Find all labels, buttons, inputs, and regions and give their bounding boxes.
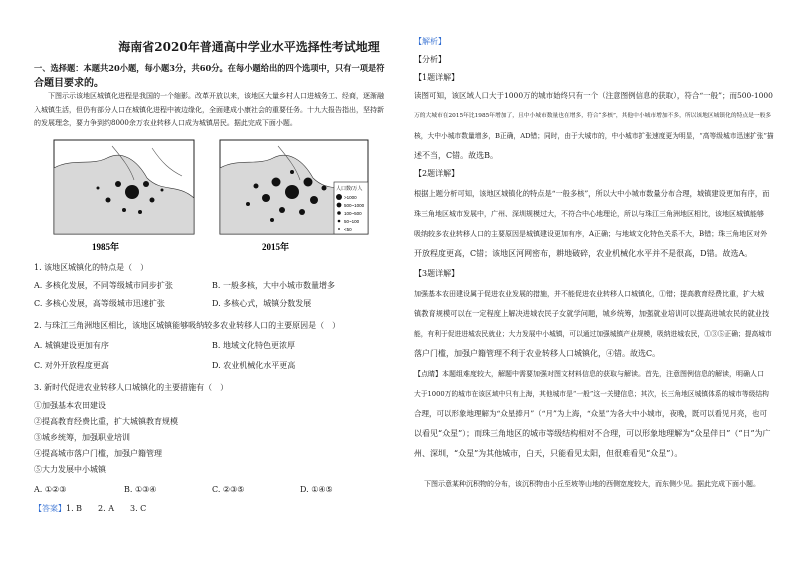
q3-option-b[interactable]: B. ①③④ bbox=[124, 485, 157, 494]
exam-title: 海南省2020年普通高中学业水平选择性考试地理 bbox=[118, 40, 380, 54]
q1-option-d[interactable]: D. 多核心式，城镇分数发展 bbox=[212, 299, 312, 308]
analysis-line: 万的大城市在2015年比1985年增加了，且中小城市数量也在增多，符合“多核”，其他中小城市增加不多，所以该地区城镇化的特点是一般多 bbox=[414, 113, 772, 119]
q3-item-3: ③城乡统筹，加强职业培训 bbox=[34, 433, 130, 442]
analysis-line: 大于1000万的城市在该区域中只有上海，其他城市是“一般”这一关键信息；其次，长三角地区城镇体系的城市等级结构 bbox=[414, 390, 769, 398]
map-1985-label: 1985年 bbox=[92, 242, 120, 252]
analysis-line: 根据上题分析可知，该地区城镇化的特点是“一般多核”，所以大中小城市数量分布合理，城镇建设更加有序，而 bbox=[414, 189, 770, 198]
intro-line-3: 的发展理念，要力争到约8000余万农业转移人口成为城镇居民。据此完成下面小题。 bbox=[34, 119, 297, 127]
question-2-stem: 2. 与珠江三角洲地区相比，该地区城镇能够吸纳较多农业转移人口的主要原因是（ ） bbox=[34, 321, 341, 330]
analysis-line: 读图可知，该区域人口大于1000万的城市始终只有一个（注意图例信息的获取），符合“一般”；而500-1000 bbox=[414, 91, 773, 100]
legend-item: 500~1000 bbox=[344, 203, 365, 208]
q2-option-d[interactable]: D. 农业机械化水平更高 bbox=[212, 361, 296, 370]
legend-title: 人口数/万人 bbox=[336, 186, 363, 192]
intro-paragraph bbox=[34, 90, 390, 131]
legend-item: >1000 bbox=[344, 195, 357, 200]
q3-item-4: ④提高城市落户门槛，加强户籍管理 bbox=[34, 449, 162, 458]
analysis-line: 落户门槛，加强户籍管理不利于农业转移人口城镇化，④错。故选C。 bbox=[414, 349, 661, 358]
q1-option-a[interactable]: A. 多核化发展，不同等级城市同步扩张 bbox=[34, 281, 173, 290]
analysis-line: 下图示意某种沉积物的分布，该沉积物由小丘至坡等山地的西侧宽度较大，而东侧少见。据此完成下面小题。 bbox=[424, 480, 760, 488]
left-column bbox=[34, 0, 390, 566]
analysis-line: 开放程度更高，C错；该地区河网密布，耕地破碎，农业机械化水平并不是很高，D错。故选A。 bbox=[414, 249, 753, 258]
legend-item: <50 bbox=[344, 227, 352, 232]
q3-item-2: ②提高教育经费比重，扩大城镇教育规模 bbox=[34, 417, 178, 426]
section-line-2: 合题目要求的。 bbox=[34, 78, 104, 89]
urbanization-maps bbox=[52, 138, 370, 254]
question-1-stem: 1. 该地区城镇化的特点是（ ） bbox=[34, 263, 149, 272]
map-2015-label: 2015年 bbox=[262, 242, 290, 252]
analysis-line: 【分析】 bbox=[414, 55, 446, 64]
analysis-line: 【解析】 bbox=[414, 37, 446, 46]
analysis-line: 【3题详解】 bbox=[414, 269, 460, 278]
analysis-line: 合理，可以形象地理解为“众星捧月”（“月”为上海，“众星”为各大中小城市，夜晚，既可以看见月亮，也可 bbox=[414, 409, 768, 418]
intro-line-2: 入城镇生活，但仍有部分人口在城镇化进程中被边缘化，全面建成小康社会的重要任务。十九大报告指出，坚持新 bbox=[34, 105, 384, 114]
answer-tag: 【答案】 bbox=[34, 504, 66, 513]
analysis-line: 【1题详解】 bbox=[414, 73, 460, 82]
q3-option-c[interactable]: C. ②③⑤ bbox=[212, 485, 245, 494]
section-heading bbox=[34, 60, 390, 92]
q2-option-c[interactable]: C. 对外开放程度更高 bbox=[34, 361, 109, 370]
analysis-line: 珠三角地区城市发展中，广州、深圳规模过大，不符合中心地理论，所以与珠江三角洲地区相比，该地区城镇能够 bbox=[414, 210, 764, 218]
q3-item-1: ①加强基本农田建设 bbox=[34, 401, 106, 410]
answer-text: 1. B 2. A 3. C bbox=[66, 504, 147, 513]
map-2015-city-large bbox=[285, 185, 299, 199]
q2-option-b[interactable]: B. 地域文化特色更浓厚 bbox=[212, 341, 295, 350]
analysis-line: 镇教育规模可以在一定程度上解决进城农民子女就学问题，城乡统筹，加强就业培训可以提高进城农民的就业技 bbox=[414, 309, 770, 318]
question-3-stem: 3. 新时代促进农业转移人口城镇化的主要措施有（ ） bbox=[34, 383, 229, 392]
analysis-line: 州、深圳，“众星”为其他城市，白天，只能看见太阳，但很难看见“众星”）。 bbox=[414, 449, 683, 458]
section-line-1: 一、选择题：本题共20小题，每小题3分，共60分。在每小题给出的四个选项中，只有一项是符 bbox=[34, 63, 385, 73]
analysis-line: 【2题详解】 bbox=[414, 169, 460, 178]
q3-option-a[interactable]: A. ①②③ bbox=[34, 485, 67, 494]
legend-item: 100~500 bbox=[344, 211, 362, 216]
intro-line-1: 下图示示该地区城镇化进程是我国的一个缩影。改革开放以来，该地区大量乡村人口进城务工、经商，逐渐融 bbox=[48, 92, 384, 100]
q3-item-5: ⑤大力发展中小城镇 bbox=[34, 465, 106, 474]
right-column bbox=[414, 0, 774, 566]
analysis-line: 【点睛】本题组难度较大，解题中需要加强对图文材料信息的获取与解读。首先，注意图例信息的解读，明确人口 bbox=[414, 370, 764, 378]
analysis-line: 加强基本农田建设属于促进农业发展的措施，并不能促进农业转移人口城镇化，①错；提高教育经费比重，扩大城 bbox=[414, 290, 764, 298]
q1-option-b[interactable]: B. 一般多核，大中小城市数量增多 bbox=[212, 281, 335, 290]
analysis-line: 以看见“众星”）；而珠三角地区的城市等级结构相对不合理，可以形象地理解为“众星伴日”（“日”为广 bbox=[414, 429, 771, 438]
answer-line bbox=[34, 503, 146, 515]
analysis-line: 吸纳较多农业转移人口的主要原因是城镇建设更加有序，A正确；与地域文化特色关系不大，B错；珠三角地区对外 bbox=[414, 230, 768, 238]
q3-option-d[interactable]: D. ①④⑤ bbox=[300, 485, 333, 494]
legend-item: 50~100 bbox=[344, 219, 360, 224]
q1-option-c[interactable]: C. 多核心发展，高等级城市迅速扩张 bbox=[34, 299, 165, 308]
analysis-line: 能，有利于促进进城农民就业；大力发展中小城镇，可以通过加强城镇产业规模，吸纳进城农民，①③⑤正确；提高城市 bbox=[414, 330, 772, 338]
analysis-line: 述不当，C错。故选B。 bbox=[414, 151, 498, 160]
q2-option-a[interactable]: A. 城镇建设更加有序 bbox=[34, 341, 109, 350]
analysis-line: 核，大中小城市数量增多，B正确，AD错；同时，由于大城市的，中小城市扩张速度更为明显，“高等级城市迅速扩张”描 bbox=[414, 132, 774, 140]
map-1985-city-large bbox=[125, 185, 139, 199]
